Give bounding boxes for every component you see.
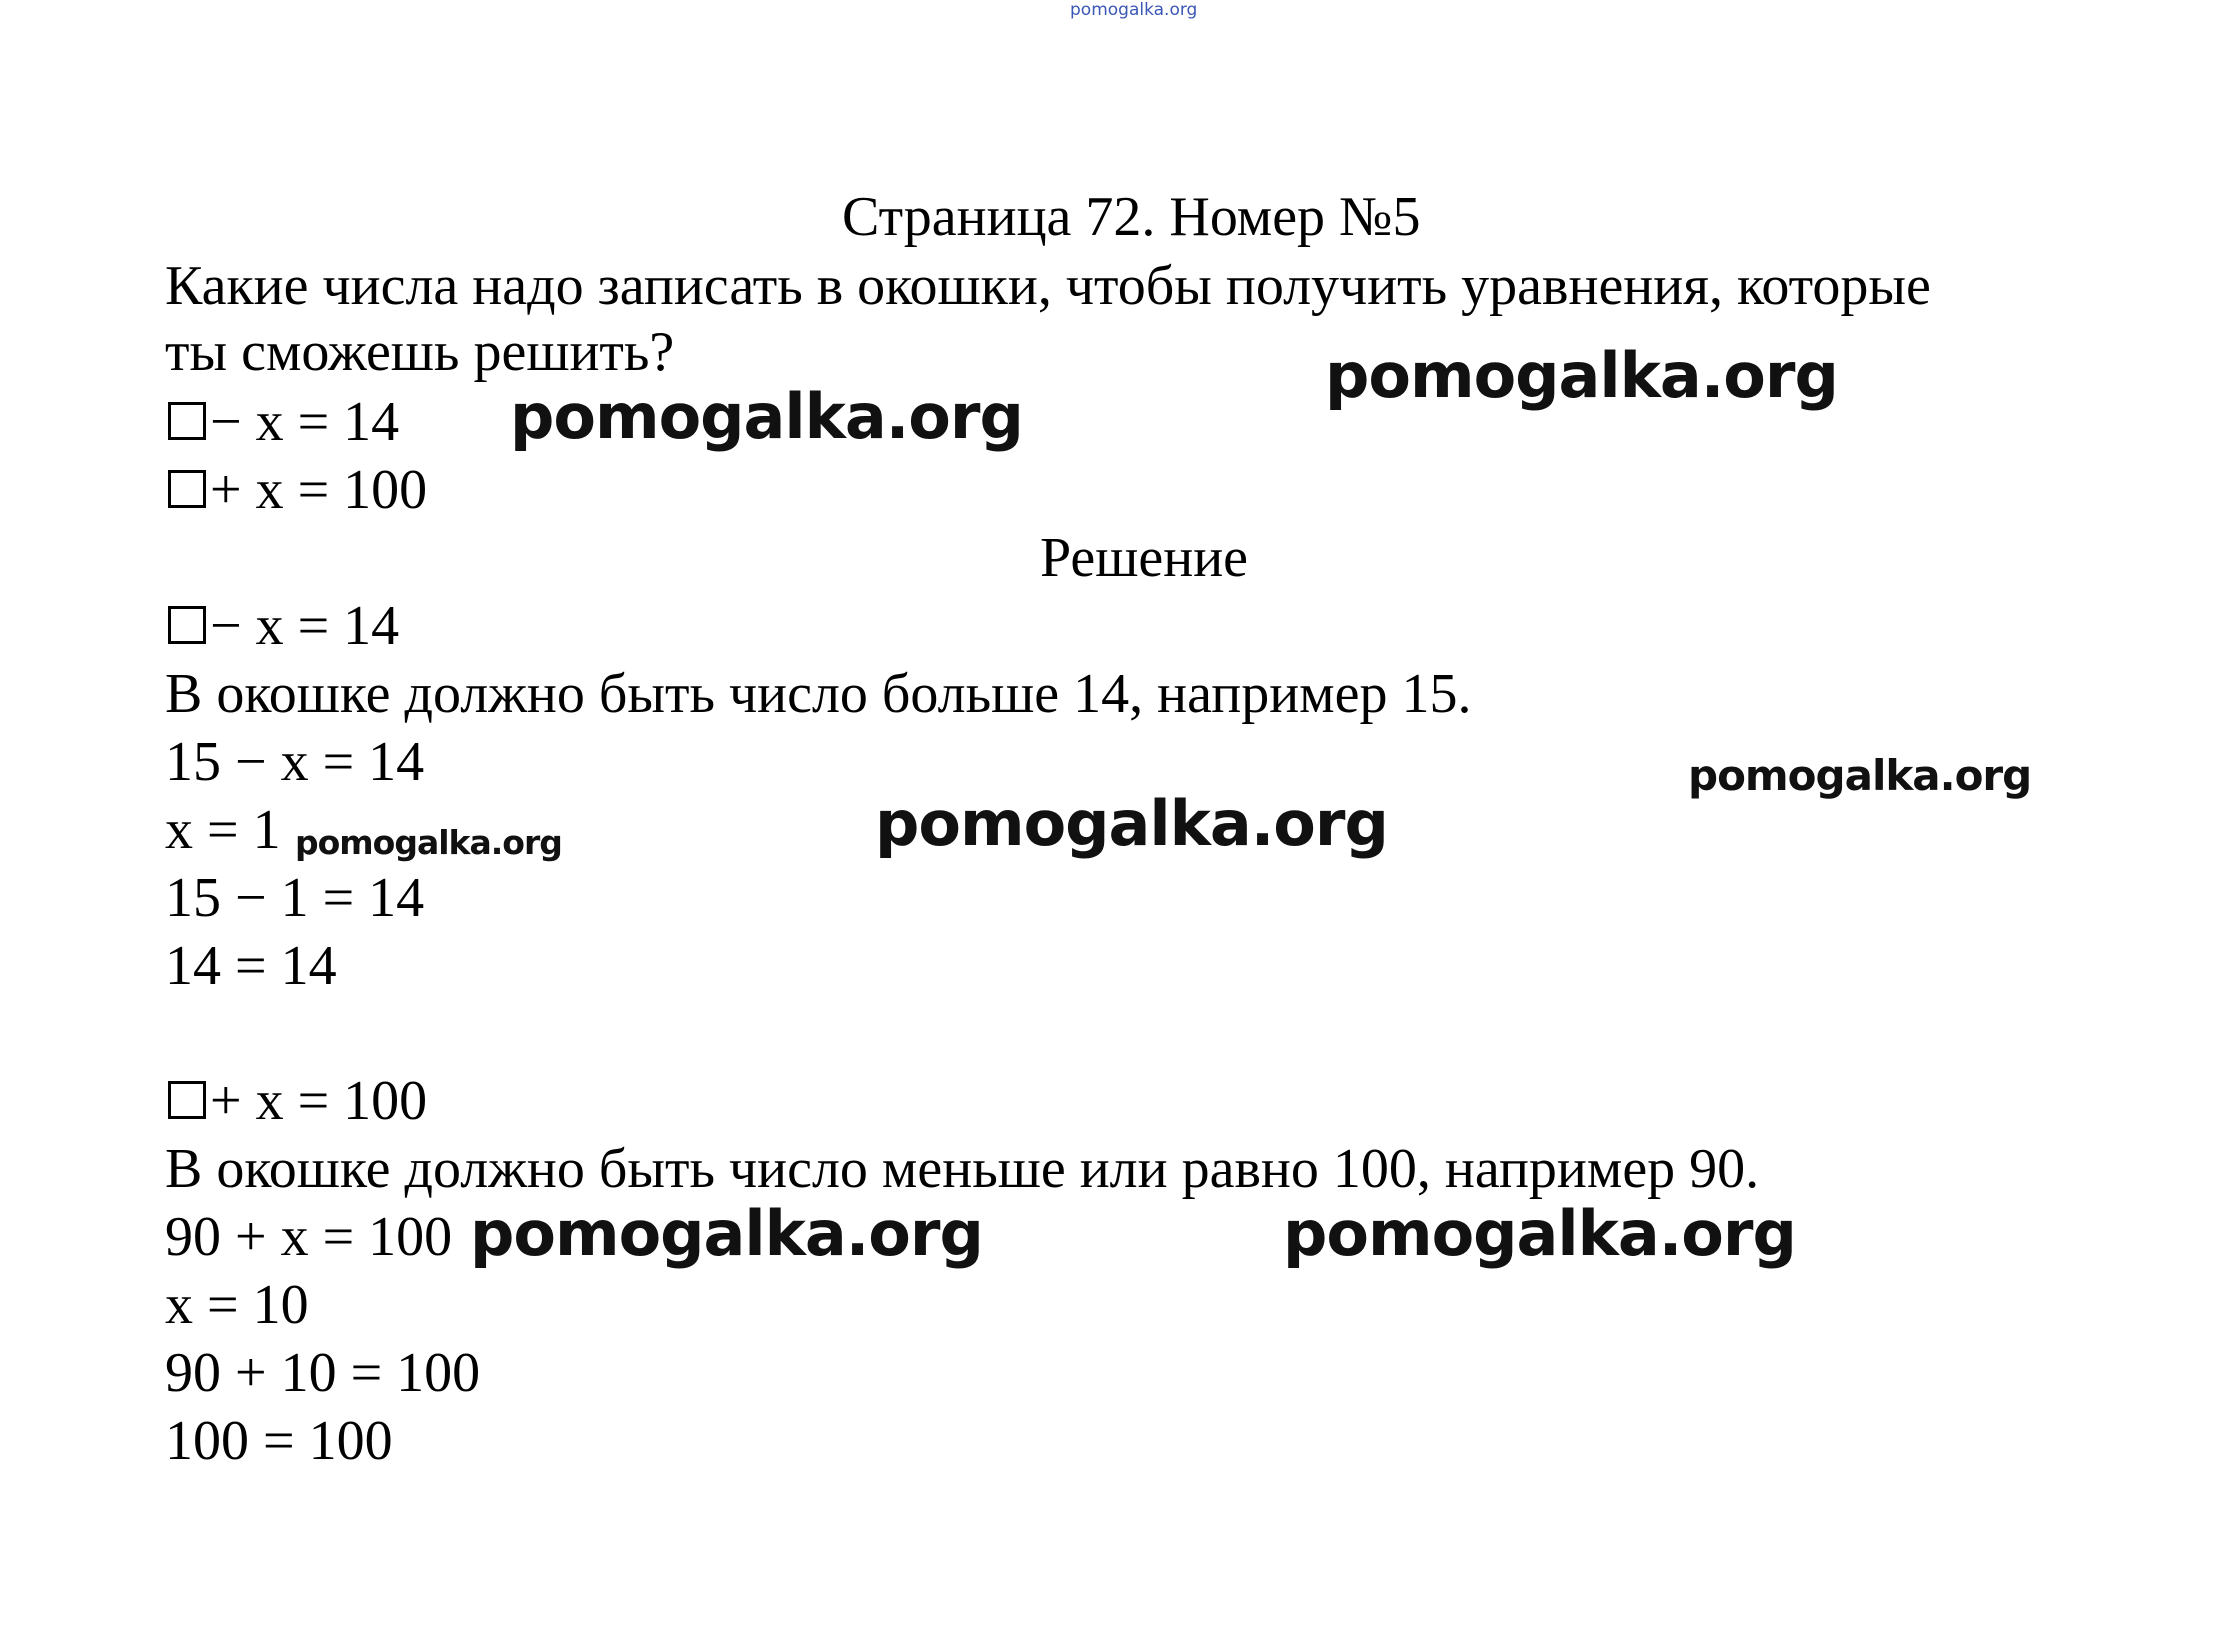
- part2-step-3: 90 + 10 = 100: [165, 1342, 481, 1404]
- task-equation-1-text: − x = 14: [210, 391, 400, 453]
- part1-step-2: x = 1: [165, 799, 281, 861]
- watermark: pomogalka.org: [510, 380, 1023, 453]
- empty-square-icon: [168, 470, 206, 508]
- watermark: pomogalka.org: [1688, 751, 2032, 800]
- watermark: pomogalka.org: [1325, 339, 1838, 412]
- part1-explanation: В окошке должно быть число больше 14, например 15.: [165, 663, 1472, 725]
- watermark: pomogalka.org: [1283, 1197, 1796, 1270]
- watermark: pomogalka.org: [470, 1197, 983, 1270]
- watermark: pomogalka.org: [875, 787, 1388, 860]
- task-equation-1: [168, 391, 400, 453]
- empty-square-icon: [168, 402, 206, 440]
- part2-step-4: 100 = 100: [165, 1410, 393, 1472]
- part1-equation: [168, 595, 400, 657]
- part2-step-1: 90 + x = 100: [165, 1206, 453, 1268]
- task-line-1: Какие числа надо записать в окошки, чтобы получить уравнения, которые: [165, 255, 1931, 317]
- solution-heading: Решение: [1040, 527, 1249, 589]
- part1-step-4: 14 = 14: [165, 935, 337, 997]
- part2-equation: [168, 1070, 428, 1132]
- header-watermark: pomogalka.org: [1070, 0, 1198, 20]
- empty-square-icon: [168, 606, 206, 644]
- page-title: Страница 72. Номер №5: [842, 186, 1421, 248]
- part2-step-2: x = 10: [165, 1274, 309, 1336]
- task-equation-2-text: + x = 100: [210, 459, 428, 521]
- part1-equation-text: − x = 14: [210, 595, 400, 657]
- task-equation-2: [168, 459, 428, 521]
- part2-explanation: В окошке должно быть число меньше или равно 100, например 90.: [165, 1138, 1760, 1200]
- empty-square-icon: [168, 1081, 206, 1119]
- task-line-2: ты сможешь решить?: [165, 321, 675, 383]
- part2-equation-text: + x = 100: [210, 1070, 428, 1132]
- watermark: pomogalka.org: [295, 823, 562, 862]
- part1-step-3: 15 − 1 = 14: [165, 867, 425, 929]
- part1-step-1: 15 − x = 14: [165, 731, 425, 793]
